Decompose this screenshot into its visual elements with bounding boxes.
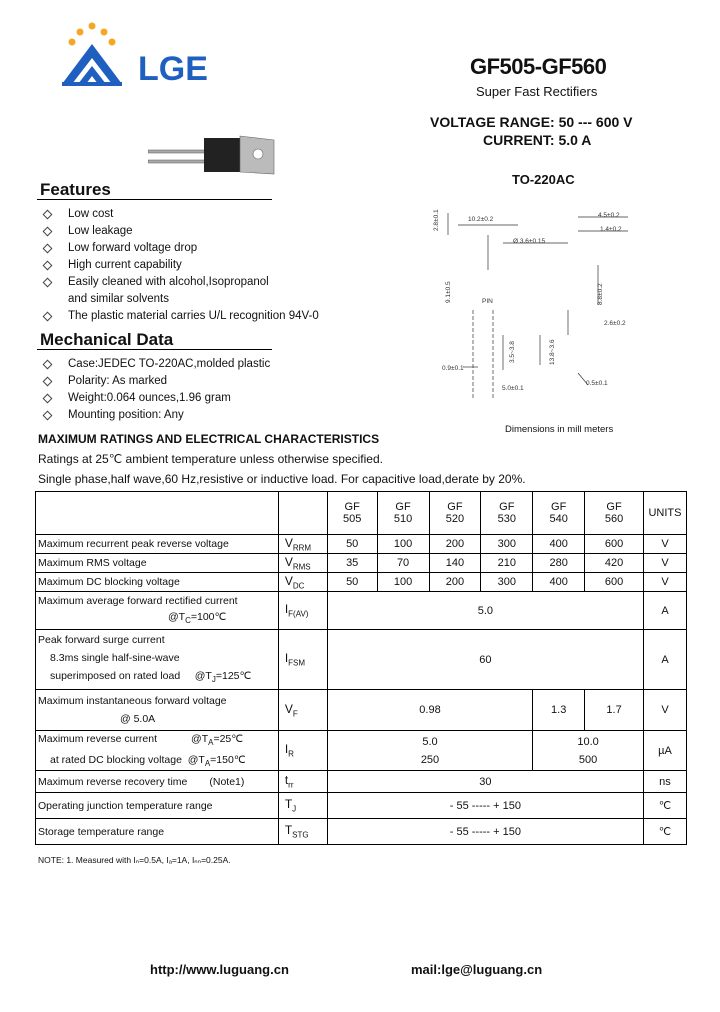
diamond-bullet-icon [43, 244, 53, 254]
diamond-bullet-icon [43, 278, 53, 288]
diamond-bullet-icon [43, 227, 53, 237]
diamond-bullet-icon [43, 394, 53, 404]
col-header: GF 540 [533, 492, 585, 535]
table-row: Maximum RMS voltage $V_{RMS}$ 35 70 140 210 280 420 V [36, 554, 687, 573]
table-row: Storage temperature range $T_{STG}$ - 55 ----- + 150 ℃ [36, 819, 687, 845]
features-title: Features [40, 180, 111, 199]
dim-label: 9.1±0.5 [445, 281, 452, 303]
diamond-bullet-icon [43, 377, 53, 387]
diamond-bullet-icon [43, 261, 53, 271]
brand-text: LGE [138, 50, 208, 88]
list-item: Low leakage [40, 223, 360, 240]
col-header: GF 510 [377, 492, 429, 535]
list-item: and similar solvents [68, 293, 169, 305]
company-logo [60, 22, 240, 92]
list-item: Mounting position: Any [40, 407, 360, 424]
col-header: GF 505 [327, 492, 377, 535]
email-link[interactable]: mail:lge@luguang.cn [411, 962, 543, 977]
package-dimension-drawing [428, 195, 648, 415]
dim-label: PIN [482, 298, 493, 305]
voltage-range: VOLTAGE RANGE: 50 --- 600 V [430, 114, 633, 130]
diamond-bullet-icon [43, 411, 53, 421]
list-item: Easily cleaned with alcohol,Isopropanol [40, 274, 360, 291]
table-note: NOTE: 1. Measured with Iₙ=0.5A, Iₐ=1A, Iₙₙ=0.25A. [38, 855, 231, 865]
dim-label: Ø 3.6±0.15 [513, 238, 546, 245]
features-rule [37, 199, 272, 200]
ratings-title: MAXIMUM RATINGS AND ELECTRICAL CHARACTERISTICS [38, 432, 380, 446]
mechanical-title: Mechanical Data [40, 330, 174, 349]
mechanical-list [40, 356, 360, 424]
table-row: Maximum instantaneous forward voltage @ 5.0A $V_F$ 0.98 1.3 1.7 V [36, 690, 687, 731]
features-list [40, 206, 360, 325]
col-header: GF 520 [429, 492, 481, 535]
ratings-condition-2: Single phase,half wave,60 Hz,resistive or inductive load. For capacitive load,derate by 20%. [38, 472, 526, 486]
dim-label: 1.4±0.2 [600, 226, 622, 233]
component-image [148, 130, 278, 180]
current-rating: CURRENT: 5.0 A [483, 132, 592, 148]
part-subtitle: Super Fast Rectifiers [476, 84, 598, 99]
list-item: Case:JEDEC TO-220AC,molded plastic [40, 356, 360, 373]
units-header: UNITS [643, 492, 686, 535]
dimension-caption: Dimensions in mill meters [505, 424, 614, 435]
ratings-condition-1: Ratings at 25℃ ambient temperature unless otherwise specified. [38, 452, 383, 466]
table-row: Maximum average forward rectified current $@T_C=100℃$ $I_{F(AV)}$ 5.0 A [36, 592, 687, 630]
table-row: Peak forward surge current 8.3ms single half-sine-wave superimposed on rated load $@T_J=125℃$ $I_{FSM}$ 60 A [36, 630, 687, 690]
dim-label: 4.5±0.2 [598, 212, 620, 219]
diamond-bullet-icon [43, 312, 53, 322]
part-title: GF505-GF560 [470, 54, 607, 79]
col-header: GF 560 [585, 492, 644, 535]
package-name: TO-220AC [512, 172, 575, 187]
list-item: Low forward voltage drop [40, 240, 360, 257]
dim-label: 2.6±0.2 [604, 320, 626, 327]
list-item: Polarity: As marked [40, 373, 360, 390]
table-row: Operating junction temperature range $T_J$ - 55 ----- + 150 ℃ [36, 793, 687, 819]
diamond-bullet-icon [43, 360, 53, 370]
dim-label: 10.2±0.2 [468, 216, 494, 223]
table-row: Maximum recurrent peak reverse voltage $V_{RRM}$ 50 100 200 300 400 600 V [36, 535, 687, 554]
list-item: Weight:0.064 ounces,1.96 gram [40, 390, 360, 407]
ratings-table [35, 491, 687, 845]
diamond-bullet-icon [43, 210, 53, 220]
header-blank [278, 492, 327, 535]
list-item: High current capability [40, 257, 360, 274]
col-header: GF 530 [481, 492, 533, 535]
table-row: Maximum DC blocking voltage $V_{DC}$ 50 100 200 300 400 600 V [36, 573, 687, 592]
header-blank [36, 492, 279, 535]
dim-label: 2.8±0.1 [433, 209, 440, 231]
dim-label: 3.5~3.8 [509, 341, 516, 363]
dim-label: 8.8±0.2 [597, 283, 604, 305]
table-header-row [36, 492, 687, 535]
website-link[interactable]: http://www.luguang.cn [150, 962, 289, 977]
dim-label: 5.0±0.1 [502, 385, 524, 392]
dim-label: 0.9±0.1 [442, 365, 464, 372]
list-item: Low cost [40, 206, 360, 223]
dim-label: 0.5±0.1 [586, 380, 608, 387]
mechanical-rule [37, 349, 272, 350]
list-item: The plastic material carries U/L recognition 94V-0 [40, 308, 360, 325]
table-row: Maximum reverse current $@T_A=25℃$ at rated DC blocking voltage $@T_A=150℃$ $I_R$ 5.0 250 10.0 500 µA [36, 731, 687, 771]
dim-label: 13.8~3.6 [549, 339, 556, 365]
table-row: Maximum reverse recovery time (Note1) $t_{rr}$ 30 ns [36, 771, 687, 793]
